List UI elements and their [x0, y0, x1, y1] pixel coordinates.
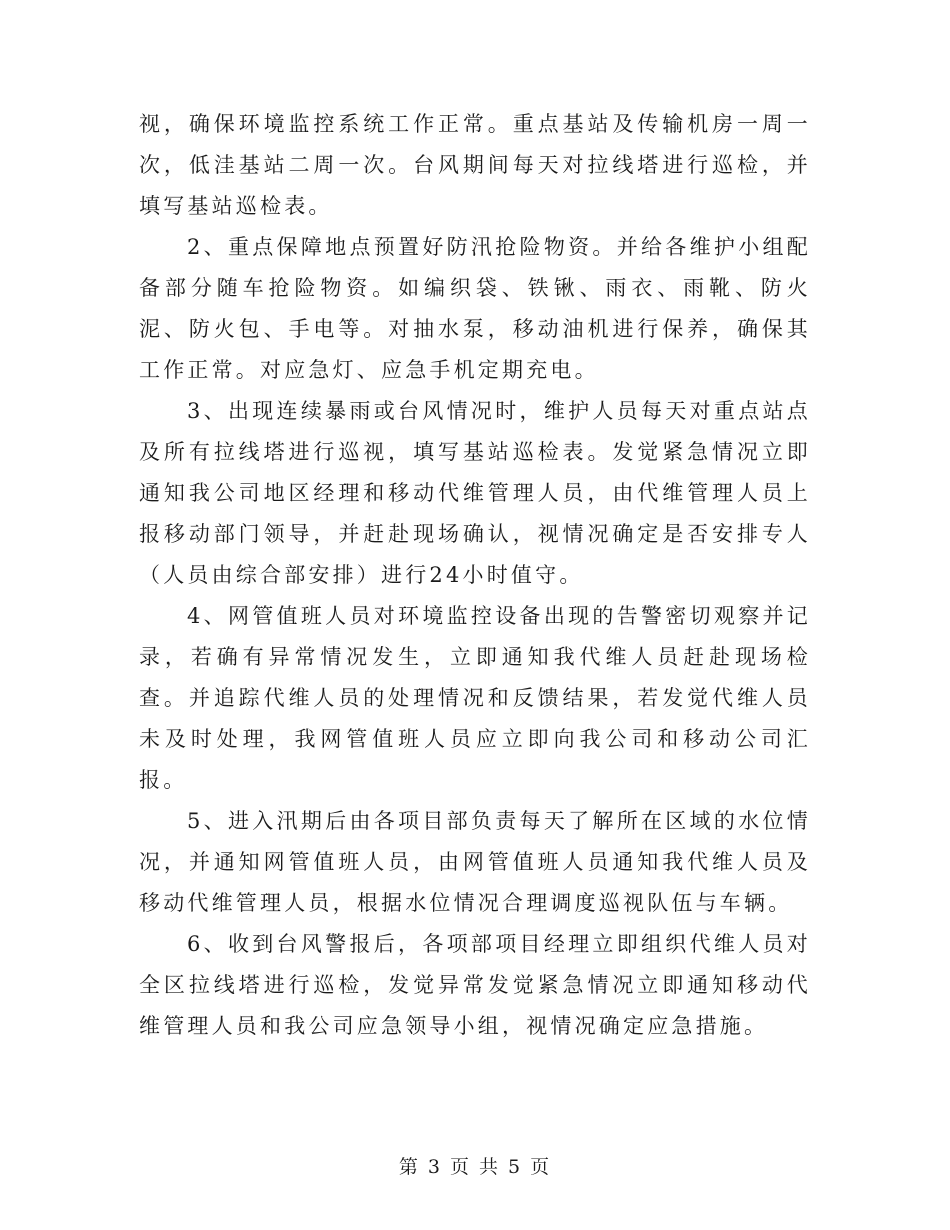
paragraph-item-6: 6、收到台风警报后，各项部项目经理立即组织代维人员对全区拉线塔进行巡检，发觉异常发觉紧急情况立即通知移动代维管理人员和我公司应急领导小组，视情况确定应急措施。 — [139, 932, 811, 1038]
document-body — [139, 104, 811, 1047]
page-number-footer: 第 3 页 共 5 页 — [398, 1156, 552, 1178]
paragraph-item-3: 3、出现连续暴雨或台风情况时，维护人员每天对重点站点及所有拉线塔进行巡视，填写基站巡检表。发觉紧急情况立即通知我公司地区经理和移动代维管理人员，由代维管理人员上报移动部门领导，并赶赴现场确认，视情况确定是否安排专人（人员由综合部安排）进行24小时值守。 — [139, 399, 811, 587]
paragraph-item-2: 2、重点保障地点预置好防汛抢险物资。并给各维护小组配备部分随车抢险物资。如编织袋、铁锹、雨衣、雨靴、防火泥、防火包、手电等。对抽水泵，移动油机进行保养，确保其工作正常。对应急灯、应急手机定期充电。 — [139, 235, 811, 382]
paragraph-item-5: 5、进入汛期后由各项目部负责每天了解所在区域的水位情况，并通知网管值班人员，由网管值班人员通知我代维人员及移动代维管理人员，根据水位情况合理调度巡视队伍与车辆。 — [139, 809, 811, 915]
paragraph-continuation: 视，确保环境监控系统工作正常。重点基站及传输机房一周一次，低洼基站二周一次。台风期间每天对拉线塔进行巡检，并填写基站巡检表。 — [139, 112, 811, 218]
paragraph-item-4: 4、网管值班人员对环境监控设备出现的告警密切观察并记录，若确有异常情况发生，立即通知我代维人员赶赴现场检查。并追踪代维人员的处理情况和反馈结果，若发觉代维人员未及时处理，我网管值班人员应立即向我公司和移动公司汇报。 — [139, 604, 811, 792]
